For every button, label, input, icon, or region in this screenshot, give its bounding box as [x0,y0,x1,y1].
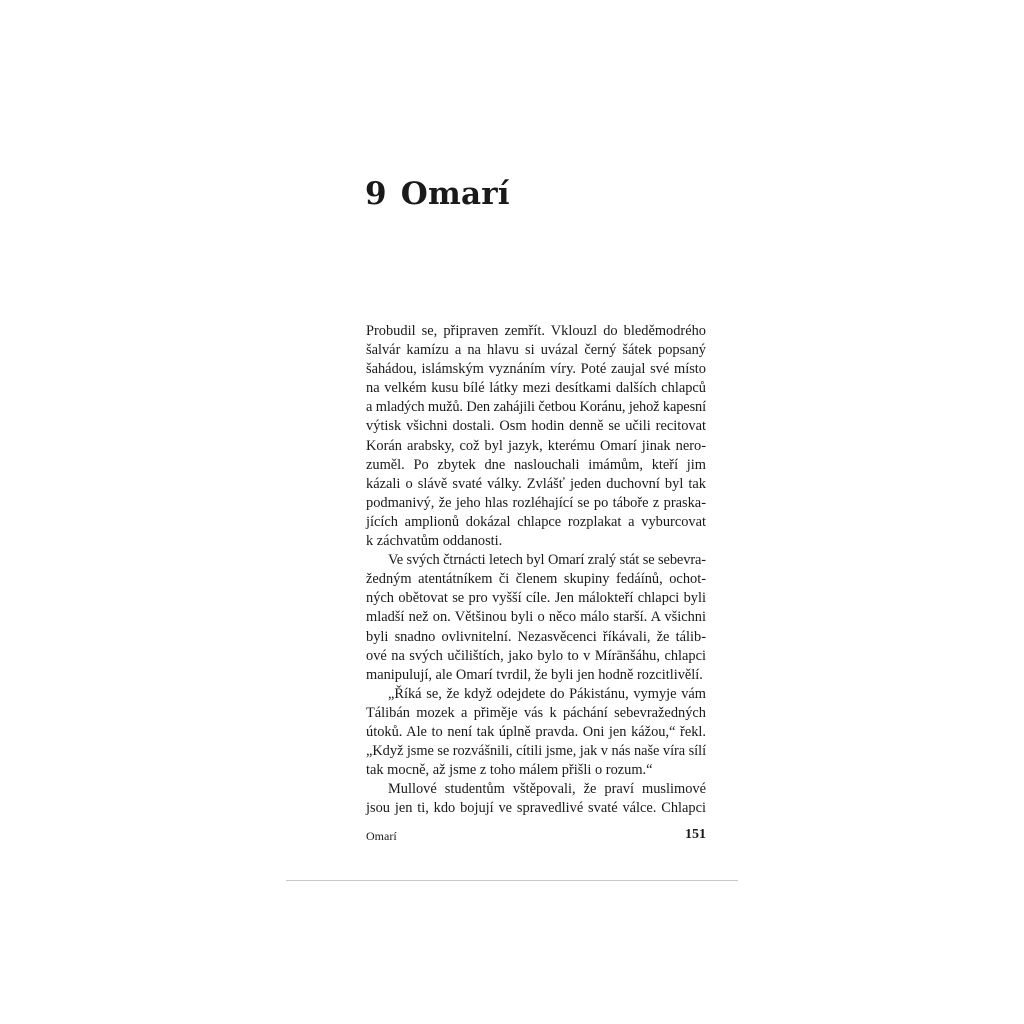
running-head: Omarí [366,829,397,843]
text-line: Korán arabsky, což byl jazyk, kterému Omarí jinak nero- [366,437,706,454]
text-line: jících amplionů dokázal chlapce rozplakat a vyburcovat [366,513,706,530]
chapter-title [365,174,510,214]
text-line: Probudil se, připraven zemřít. Vklouzl do bleděmodrého [366,323,706,339]
chapter-name: Omarí [400,176,510,212]
text-line: Mullové studentům vštěpovali, že praví muslimové [388,781,706,798]
text-line: k záchvatům oddanosti. [366,533,503,550]
text-line: „Když jsme se rozvášnili, cítili jsme, jak v nás naše víra sílí [366,743,707,760]
text-line: ové na svých učilištích, jako bylo to v Mírānšáhu, chlapci [366,647,706,664]
divider [286,880,738,881]
text-line: žedným atentátníkem či členem skupiny fedáínů, ochot- [366,571,706,588]
text-line: mladší než on. Většinou byli o něco málo starší. A všichni [366,609,706,626]
text-line: manipulují, ale Omarí tvrdil, že byli jen hodně rozcitlivělí. [366,666,703,683]
chapter-number: 9 [365,176,387,212]
body-text [366,322,706,818]
text-line: tak mocně, až jsme z toho málem přišli o rozum.“ [366,762,653,779]
text-line: na velkém kusu bílé látky mezi desítkami dalších chlapců [366,380,706,397]
text-line: kázali o slávě svaté války. Zvlášť jeden duchovní byl tak [366,475,706,492]
text-line: a mladých mužů. Den zahájili četbou Koránu, jehož kapesní [366,399,707,416]
text-line: útoků. Ale to není tak úplně pravda. Oni jen kážou,“ řekl. [366,723,706,740]
text-line: šahádou, islámským vyznáním víry. Poté zaujal své místo [366,361,706,378]
text-line: jsou jen ti, kdo bojují ve spravedlivé svaté válce. Chlapci [366,800,706,817]
text-line: ných obětovat se pro vyšší cíle. Jen málokteří chlapci byli [366,590,706,607]
text-line: „Říká se, že když odejdete do Pákistánu, vymyje vám [388,685,706,702]
text-line: podmanivý, že jeho hlas rozléhající se po táboře z praska- [366,494,706,511]
text-line: zuměl. Po zbytek dne naslouchali imámům, kteří jim [366,456,706,473]
text-line: šalvár kamízu a na hlavu si uvázal černý šátek popsaný [366,342,706,359]
text-line: Tálibán mozek a přiměje vás k páchání sebevražedných [366,704,706,721]
text-line: výtisk všichni dostali. Osm hodin denně se učili recitovat [366,418,706,435]
page-number: 151 [685,827,706,842]
text-line: byli snadno ovlivnitelní. Nezasvěcenci říkávali, že tálib- [366,628,706,645]
text-line: Ve svých čtrnácti letech byl Omarí zralý stát se sebevra- [388,552,707,569]
